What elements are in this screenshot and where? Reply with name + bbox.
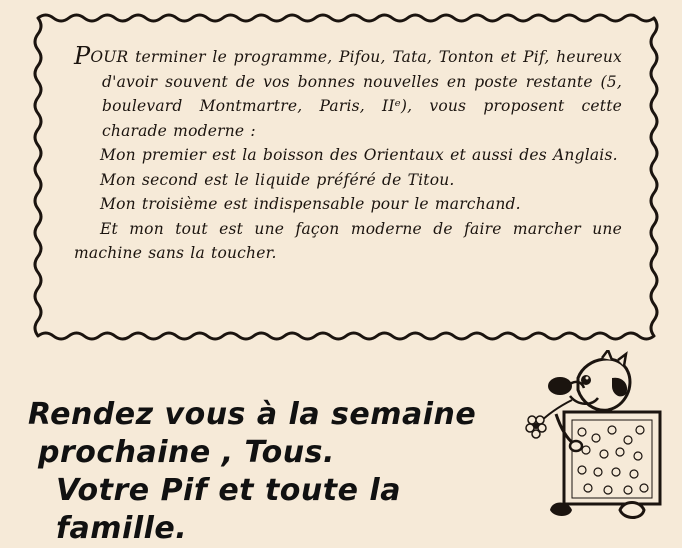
pif-dog-with-flower-icon (516, 350, 666, 526)
charade-line-3: Mon troisième est indispensable pour le marchand. (100, 195, 521, 213)
handwritten-line-2: prochaine , Tous. (38, 435, 335, 470)
handwritten-message (28, 396, 528, 548)
charade-line-4: Et mon tout est une façon moderne de faire marcher une machine sans la toucher. (74, 219, 622, 262)
drop-cap: P (74, 42, 91, 70)
handwritten-line-3: Votre Pif et toute la famille. (56, 473, 401, 546)
charade-line-1: Mon premier est la boisson des Orientaux et aussi des Anglais. (100, 146, 618, 164)
handwritten-line-1: Rendez vous à la semaine (28, 397, 477, 432)
intro-text: OUR terminer le programme, Pifou, Tata, Tonton et Pif, heureux d'avoir souvent de vos bonnes nouvelles en poste restante (5, boulevard Montmartre, Paris, IIᵉ), vous proposent cette charade moderne : (90, 48, 622, 140)
charade-line-2: Mon second est le liquide préféré de Titou. (100, 170, 455, 189)
charade-text-box (74, 42, 622, 266)
intro-paragraph (74, 42, 622, 143)
